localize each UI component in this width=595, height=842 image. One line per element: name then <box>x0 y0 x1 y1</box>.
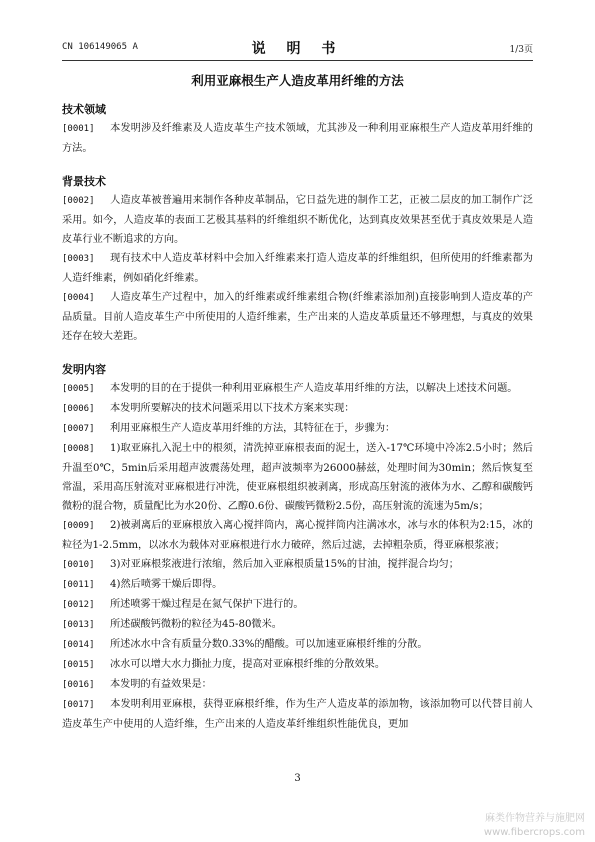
paragraph-text: 本发明的目的在于提供一种利用亚麻根生产人造皮革用纤维的方法，以解决上述技术问题。 <box>110 383 518 394</box>
paragraph <box>62 419 533 439</box>
document-body <box>62 72 533 734</box>
paragraph <box>62 399 533 419</box>
paragraph-number: [0002] <box>62 196 95 206</box>
paragraph <box>62 695 533 734</box>
page-indicator: 1/3页 <box>509 45 533 55</box>
patent-number: CN 106149065 A <box>62 42 138 52</box>
paragraph <box>62 595 533 615</box>
paragraph-text: 所述冰水中含有质量分数0.33%的醋酸。可以加速亚麻根纤维的分散。 <box>110 639 428 650</box>
paragraph-number: [0001] <box>62 124 95 134</box>
paragraph <box>62 379 533 399</box>
paragraph-text: 人造皮革生产过程中，加入的纤维素或纤维素组合物(纤维素添加剂)直接影响到人造皮革的产品质量。目前人造皮革生产中所使用的人造纤维素，生产出来的人造皮革质量还不够理想，与真皮的效果还存在较大差距。 <box>62 292 533 342</box>
paragraph-number: [0016] <box>62 680 95 690</box>
paragraph-text: 所述喷雾干燥过程是在氮气保护下进行的。 <box>110 599 304 610</box>
paragraph <box>62 575 533 595</box>
paragraph-text: 3)对亚麻根浆液进行浓缩，然后加入亚麻根质量15%的甘油，搅拌混合均匀； <box>110 559 459 570</box>
paragraph-text: 利用亚麻根生产人造皮革用纤维的方法，其特征在于，步骤为： <box>110 423 396 434</box>
paragraph-number: [0006] <box>62 404 95 414</box>
paragraph-text: 本发明所要解决的技术问题采用以下技术方案来实现： <box>110 403 355 414</box>
page-number: 3 <box>294 773 301 784</box>
header-rule <box>62 60 533 61</box>
paragraph-text: 2)被剥离后的亚麻根放入离心搅拌筒内，离心搅拌筒内注满冰水，冰与水的体积为2:15，冰的粒径为1-2.5mm，以冰水为载体对亚麻根进行水力破碎，然后过滤，去掉粗杂质，得亚麻根浆液； <box>62 520 533 551</box>
paragraph <box>62 119 533 158</box>
section-heading: 技术领域 <box>62 103 106 116</box>
section-heading: 发明内容 <box>62 363 106 376</box>
paragraph-number: [0017] <box>62 700 95 710</box>
paragraph-number: [0005] <box>62 384 95 394</box>
paragraph-number: [0009] <box>62 521 95 531</box>
paragraph <box>62 516 533 555</box>
paragraph-text: 本发明利用亚麻根，获得亚麻根纤维，作为生产人造皮革的添加物，该添加物可以代替目前人造皮革生产中使用的人造纤维，生产出来的人造皮革纤维组织性能优良，更加 <box>62 699 533 730</box>
paragraph-number: [0003] <box>62 254 95 264</box>
watermark-url: www.fibercrops.com <box>483 827 585 838</box>
paragraph <box>62 635 533 655</box>
watermark <box>484 812 585 840</box>
section-heading: 背景技术 <box>62 175 106 188</box>
paragraph-text: 冰水可以增大水力撕扯力度，提高对亚麻根纤维的分散效果。 <box>110 659 386 670</box>
paragraph-number: [0015] <box>62 660 95 670</box>
paragraph <box>62 439 533 516</box>
paragraph <box>62 249 533 288</box>
paragraph-text: 1)取亚麻扎入泥土中的根须，清洗掉亚麻根表面的泥土，送入-17℃环境中冷冻2.5小时；然后升温至0℃，5min后采用超声波震荡处理，超声波频率为26000赫兹，处理时间为30min；然后恢复至常温，采用高压射流对亚麻根进行冲洗，使亚麻根组织被剥离，形成高压射流的液体为水、乙醇和碳酸钙微粉的混合物，质量配比为水20份、乙醇0.6份、碳酸钙微粉2.5份，高压射流的流速为5m/s； <box>62 443 533 512</box>
paragraph <box>62 615 533 635</box>
paragraph-text: 本发明涉及纤维素及人造皮革生产技术领域，尤其涉及一种利用亚麻根生产人造皮革用纤维的方法。 <box>62 123 533 154</box>
paragraph-number: [0007] <box>62 424 95 434</box>
paragraph <box>62 191 533 249</box>
document-title: 利用亚麻根生产人造皮革用纤维的方法 <box>191 73 404 88</box>
paragraph <box>62 288 533 346</box>
page-header <box>62 38 533 58</box>
paragraph-number: [0011] <box>62 580 95 590</box>
paragraph-text: 4)然后喷雾干燥后即得。 <box>110 579 223 590</box>
paragraph-text: 所述碳酸钙微粉的粒径为45-80微米。 <box>110 619 282 630</box>
paragraph-number: [0012] <box>62 600 95 610</box>
paragraph <box>62 675 533 695</box>
watermark-site-name: 麻类作物营养与施肥网 <box>485 813 585 824</box>
paragraph <box>62 655 533 675</box>
header-title: 说 明 书 <box>251 41 344 57</box>
paragraph-text: 现有技术中人造皮革材料中会加入纤维素来打造人造皮革的纤维组织，但所使用的纤维素都为人造纤维素，例如硝化纤维素。 <box>62 253 533 284</box>
paragraph-text: 本发明的有益效果是： <box>110 679 212 690</box>
paragraph-text: 人造皮革被普遍用来制作各种皮革制品，它日益先进的制作工艺，正被二层皮的加工制作广泛采用。如今，人造皮革的表面工艺极其基料的纤维组织不断优化，达到真皮效果甚至优于真皮效果是人造皮革行业不断追求的方向。 <box>62 195 533 245</box>
paragraph-number: [0013] <box>62 620 95 630</box>
paragraph-number: [0010] <box>62 560 95 570</box>
paragraph-number: [0008] <box>62 444 95 454</box>
paragraph-number: [0004] <box>62 293 95 303</box>
sections-container <box>62 100 533 734</box>
paragraph <box>62 555 533 575</box>
paragraph-number: [0014] <box>62 640 95 650</box>
